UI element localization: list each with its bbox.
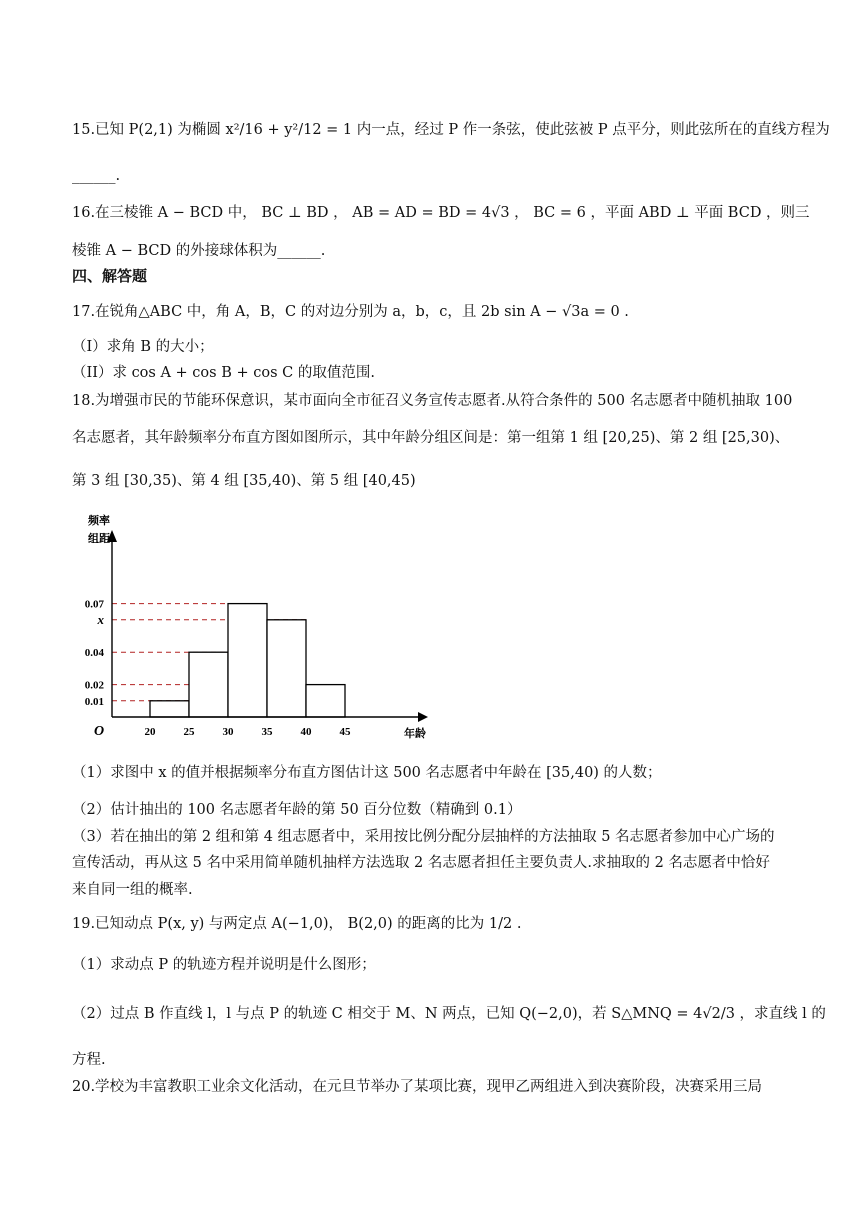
x-axis-arrow-icon bbox=[418, 712, 428, 722]
problem-18-line-3: 第 3 组 [30,35)、第 4 组 [35,40)、第 5 组 [40,45) bbox=[72, 473, 416, 489]
histogram-svg bbox=[68, 512, 448, 752]
problem-18-part-1: （1）求图中 x 的值并根据频率分布直方图估计这 500 名志愿者中年龄在 [35,40) 的人数； bbox=[72, 765, 662, 781]
x-tick-label: 35 bbox=[261, 726, 273, 738]
problem-18-part-3-line-3: 来自同一组的概率. bbox=[72, 882, 193, 898]
y-tick-label: 0.01 bbox=[84, 695, 104, 708]
problem-16-line-1: 16.在三棱锥 A − BCD 中， BC ⊥ BD ， AB = AD = BD = 4√3 ， BC = 6 ，平面 ABD ⊥ 平面 BCD ，则三 bbox=[72, 205, 810, 221]
origin-label: O bbox=[94, 724, 105, 739]
histogram-bar bbox=[150, 701, 189, 717]
y-tick-label: x bbox=[97, 611, 104, 627]
problem-18-part-3-line-2: 宣传活动，再从这 5 名中采用简单随机抽样方法选取 2 名志愿者担任主要负责人.求抽取的 2 名志愿者中恰好 bbox=[72, 855, 770, 871]
problem-17-part-2: （II）求 cos A + cos B + cos C 的取值范围. bbox=[72, 365, 375, 381]
problem-18-line-2: 名志愿者，其年龄频率分布直方图如图所示，其中年龄分组区间是：第一组第 1 组 [20,25)、第 2 组 [25,30)、 bbox=[72, 430, 790, 446]
x-tick-label: 25 bbox=[183, 726, 195, 738]
problem-17-line-1: 17.在锐角△ABC 中，角 A，B，C 的对边分别为 a，b，c，且 2b sin A − √3a = 0 . bbox=[72, 304, 629, 320]
histogram-bar bbox=[306, 685, 345, 717]
problem-19-part-2-cont: 方程. bbox=[72, 1052, 106, 1068]
x-tick-label: 20 bbox=[144, 726, 156, 738]
x-tick-label: 30 bbox=[222, 726, 234, 738]
x-tick-label: 45 bbox=[339, 726, 351, 738]
histogram-bar bbox=[228, 604, 267, 717]
problem-17-part-1: （I）求角 B 的大小； bbox=[72, 339, 214, 355]
y-tick-label: 0.02 bbox=[84, 679, 104, 692]
x-axis-label: 年龄 bbox=[404, 728, 426, 740]
problem-15-line-1: 15.已知 P(2,1) 为椭圆 x²/16 + y²/12 = 1 内一点，经过 P 作一条弦，使此弦被 P 点平分，则此弦所在的直线方程为 bbox=[72, 122, 830, 138]
y-tick-label: 0.04 bbox=[84, 647, 104, 660]
problem-18-part-3-line-1: （3）若在抽出的第 2 组和第 4 组志愿者中，采用按比例分配分层抽样的方法抽取 5 名志愿者参加中心广场的 bbox=[72, 829, 775, 845]
problem-20-line-1: 20.学校为丰富教职工业余文化活动，在元旦节举办了某项比赛，现甲乙两组进入到决赛阶段，决赛采用三局 bbox=[72, 1079, 763, 1095]
histogram-bar bbox=[267, 620, 306, 717]
problem-19-part-1: （1）求动点 P 的轨迹方程并说明是什么图形； bbox=[72, 957, 376, 973]
section-heading: 四、解答题 bbox=[72, 267, 148, 285]
problem-19-line-1: 19.已知动点 P(x, y) 与两定点 A(−1,0)， B(2,0) 的距离的比为 1/2 . bbox=[72, 916, 522, 932]
problem-18-part-2: （2）估计抽出的 100 名志愿者年龄的第 50 百分位数（精确到 0.1） bbox=[72, 802, 522, 818]
y-axis-label-top: 频率 bbox=[88, 515, 110, 527]
histogram-bar bbox=[189, 652, 228, 717]
problem-16-line-2: 棱锥 A − BCD 的外接球体积为______. bbox=[72, 243, 326, 259]
histogram-figure bbox=[68, 512, 448, 752]
y-axis-label-bottom: 组距 bbox=[88, 533, 110, 545]
x-tick-label: 40 bbox=[300, 726, 312, 738]
problem-15-line-2: ______. bbox=[72, 168, 121, 184]
y-tick-label: 0.07 bbox=[84, 598, 104, 611]
problem-18-line-1: 18.为增强市民的节能环保意识，某市面向全市征召义务宣传志愿者.从符合条件的 500 名志愿者中随机抽取 100 bbox=[72, 393, 793, 409]
problem-19-part-2: （2）过点 B 作直线 l，l 与点 P 的轨迹 C 相交于 M、N 两点，已知 Q(−2,0)，若 S△MNQ = 4√2/3 ，求直线 l 的 bbox=[72, 1006, 826, 1022]
